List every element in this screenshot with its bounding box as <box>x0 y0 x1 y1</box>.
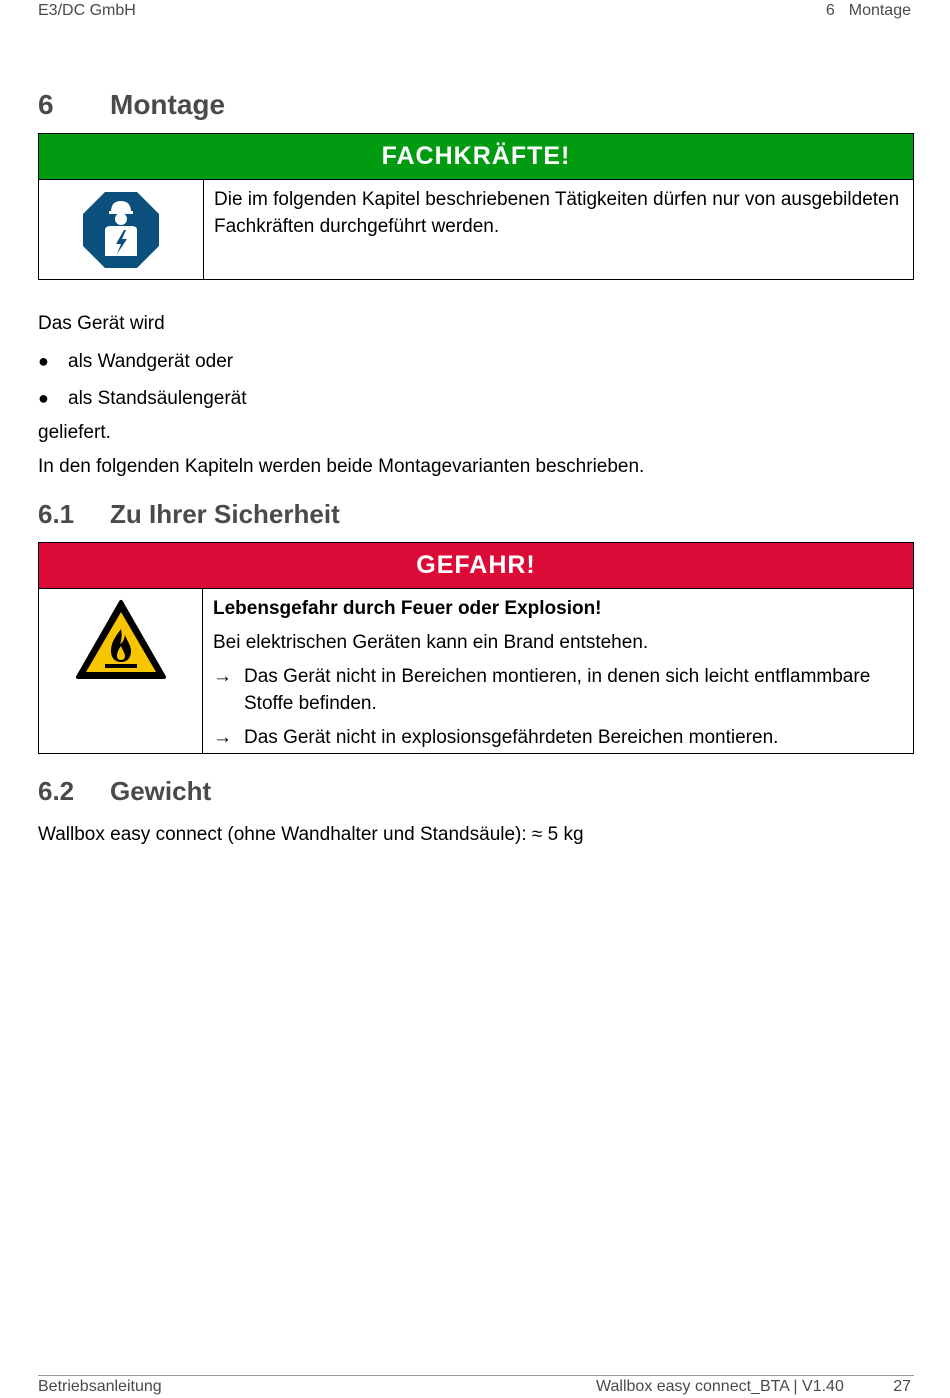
electrician-worker-icon <box>81 190 161 270</box>
header-chapter-number: 6 <box>825 2 835 19</box>
notice-text: Bei elektrischen Geräten kann ein Brand entstehen. <box>213 632 649 653</box>
notice-gefahr <box>38 542 914 754</box>
header-chapter <box>826 2 911 20</box>
arrow-right-icon: → <box>213 666 232 687</box>
notice-heading: GEFAHR! <box>39 543 913 589</box>
notice-text: Die im folgenden Kapitel beschriebenen Tätigkeiten dürfen nur von ausgebildeten Fachkräften durchgeführt werden. <box>214 189 900 237</box>
notice-text-cell <box>204 180 913 280</box>
list-item <box>38 348 233 375</box>
notice-icon-cell <box>39 589 203 754</box>
header-company: E3/DC GmbH <box>38 2 136 19</box>
section-6-2-heading <box>38 776 211 807</box>
list-item-text: als Standsäulengerät <box>68 388 247 409</box>
section-title: Zu Ihrer Sicherheit <box>110 499 340 529</box>
section-number: 6 <box>38 89 54 120</box>
intro-after: geliefert. <box>38 422 111 443</box>
section-6-heading <box>38 89 225 121</box>
section-6-1-heading <box>38 499 340 530</box>
header-chapter-title: Montage <box>848 2 911 19</box>
section-title: Gewicht <box>110 776 212 806</box>
instruction-text: Das Gerät nicht in Bereichen montieren, in denen sich leicht entflammbare Stoffe befinden. <box>244 666 871 714</box>
fire-warning-icon <box>75 599 167 681</box>
notice-icon-cell <box>39 180 204 280</box>
section-number: 6.1 <box>38 499 75 529</box>
notice-text-cell <box>203 589 913 754</box>
weight-text: Wallbox easy connect (ohne Wandhalter und Standsäule): ≈ 5 kg <box>38 824 584 845</box>
footer-page-number: 27 <box>893 1378 911 1395</box>
arrow-right-icon: → <box>213 727 232 748</box>
footer-divider <box>38 1375 914 1376</box>
intro-sentence: In den folgenden Kapiteln werden beide Montagevarianten beschrieben. <box>38 456 645 477</box>
instruction-step <box>213 724 903 751</box>
section-title: Montage <box>110 89 226 120</box>
list-item <box>38 385 247 412</box>
notice-fachkraefte <box>38 133 914 280</box>
footer-doc: Wallbox easy connect_BTA | V1.40 <box>596 1378 844 1395</box>
intro-lead: Das Gerät wird <box>38 313 165 334</box>
notice-title: Lebensgefahr durch Feuer oder Explosion! <box>213 598 602 619</box>
footer-left: Betriebsanleitung <box>38 1378 162 1395</box>
bullet-icon: ● <box>38 351 49 371</box>
section-number: 6.2 <box>38 776 75 806</box>
notice-heading: FACHKRÄFTE! <box>39 134 913 180</box>
instruction-step <box>213 663 903 717</box>
list-item-text: als Wandgerät oder <box>68 351 234 372</box>
instruction-text: Das Gerät nicht in explosionsgefährdeten Bereichen montieren. <box>244 727 779 748</box>
bullet-icon: ● <box>38 388 49 408</box>
